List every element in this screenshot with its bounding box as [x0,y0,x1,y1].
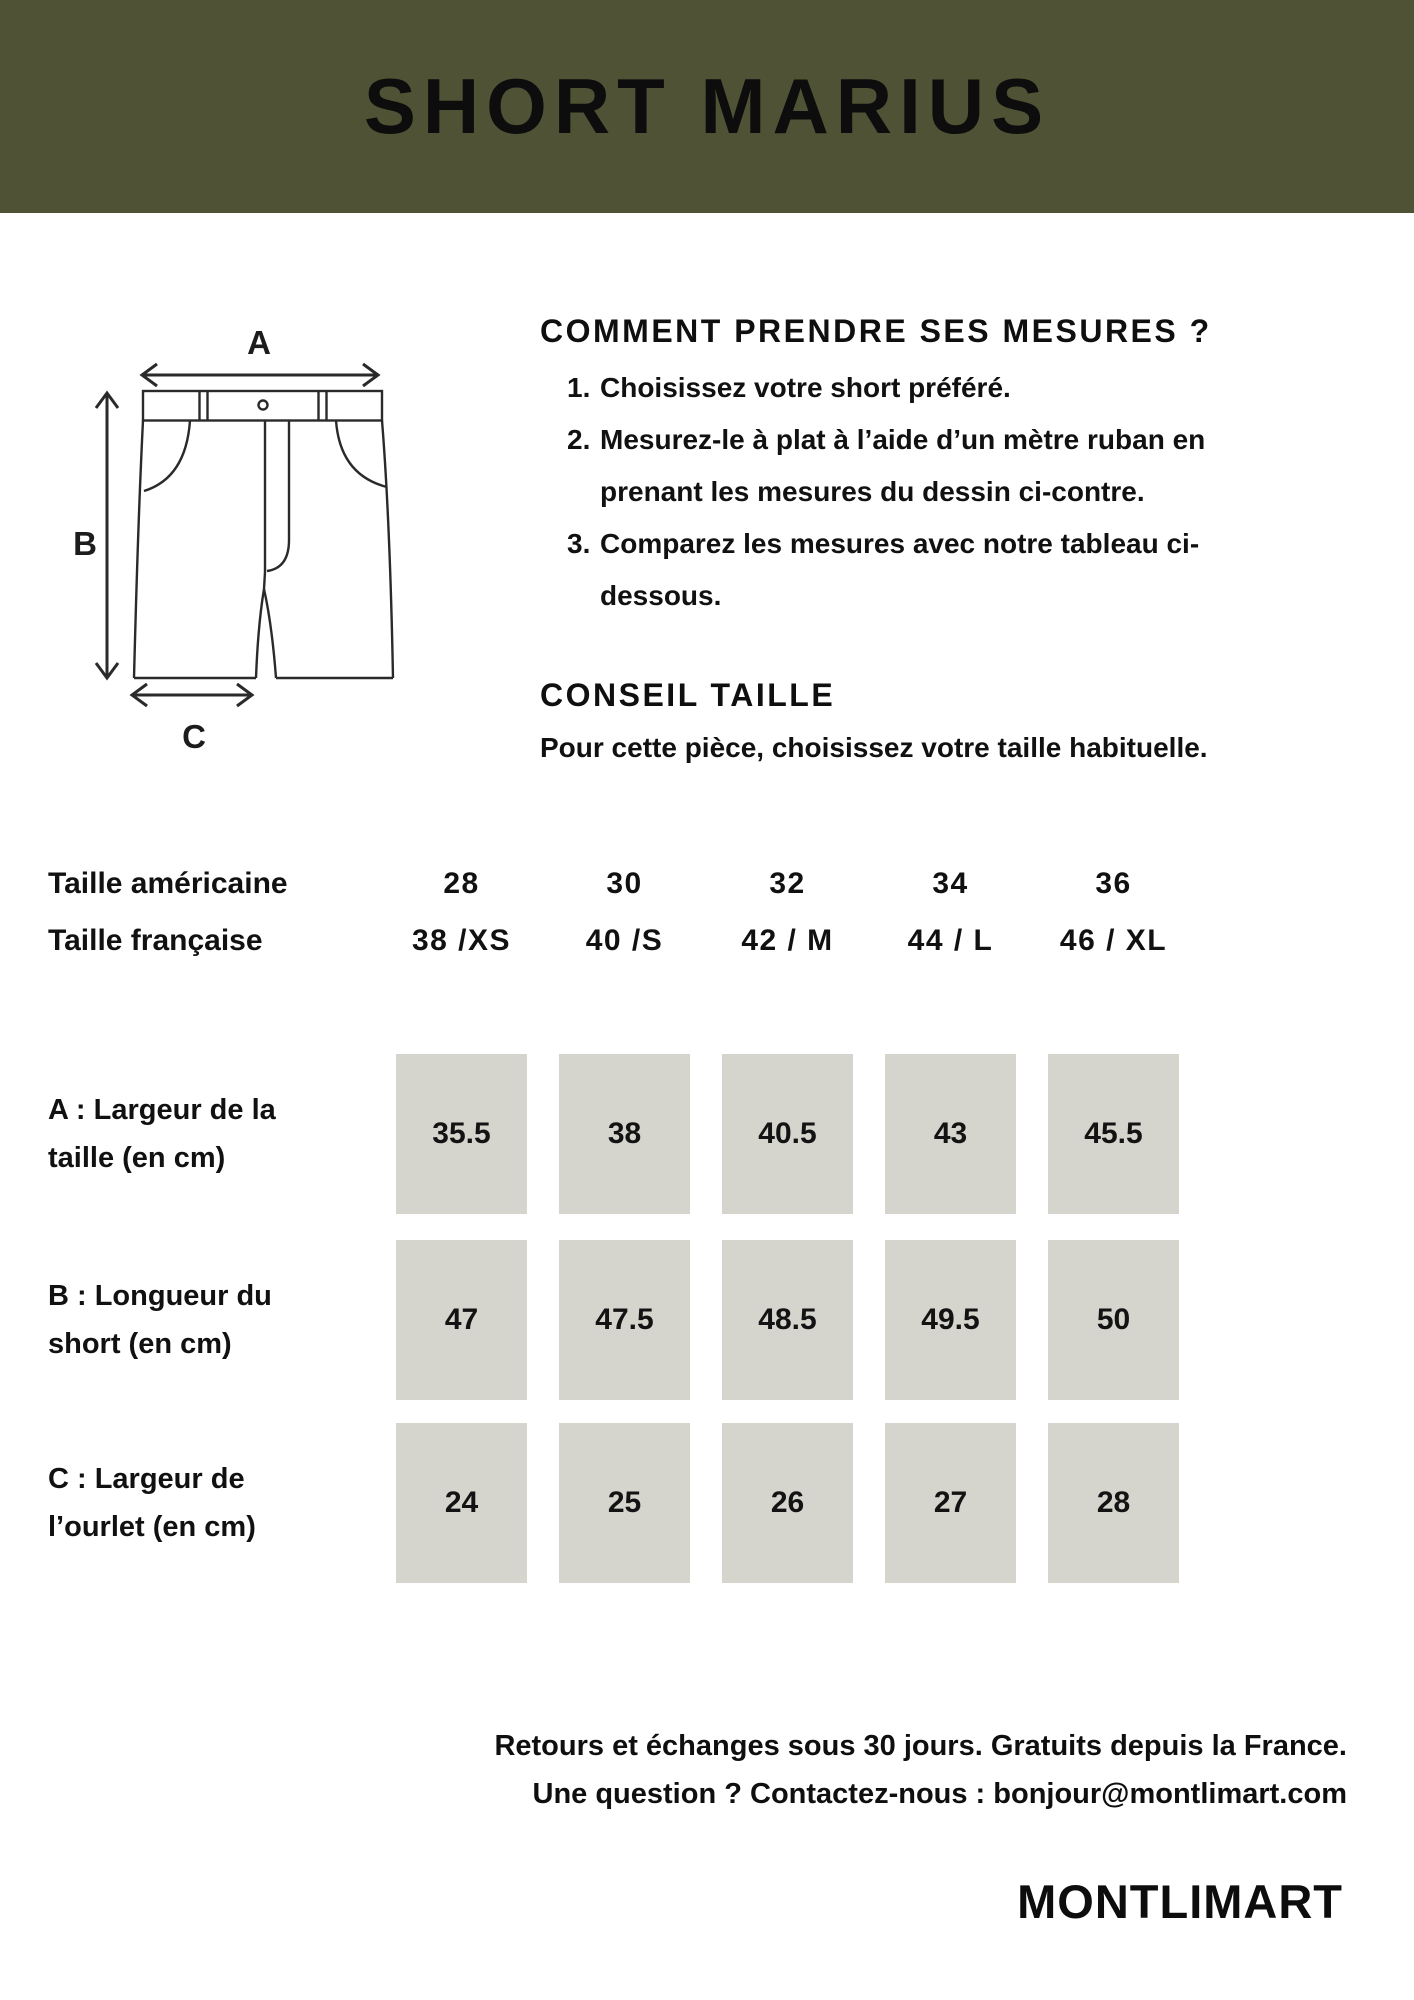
fr-size: 38 /XS [411,924,512,957]
advice-text: Pour cette pièce, choisissez votre taille habituelle. [540,732,1208,763]
row-label: Taille américaine [48,867,288,900]
measure-cell: 28 [1048,1423,1179,1583]
row-label-line1: A : Largeur de la [48,1094,276,1126]
row-label [48,1455,364,1551]
us-size: 28 [443,867,480,900]
row-label-line1: C : Largeur de [48,1463,245,1495]
returns-text: Retours et échanges sous 30 jours. Gratuits depuis la France. [494,1730,1347,1762]
table-row-us-size [48,862,1179,906]
header-banner [0,0,1414,213]
row-label-line2: l’ourlet (en cm) [48,1511,256,1543]
step-text: Choisissez votre short préféré. [600,372,1011,403]
arrow-c [132,684,252,706]
step-number: 1. [567,372,591,403]
advice-heading: CONSEIL TAILLE [540,677,836,713]
step-1 [567,362,1320,414]
measure-cell: 24 [396,1423,527,1583]
button [259,401,268,410]
measure-cell: 47.5 [559,1240,690,1400]
brand-logo: MONTLIMART [1017,1875,1343,1928]
measure-cell: 38 [559,1054,690,1214]
shorts-diagram [60,320,420,760]
step-number: 2. [567,424,591,455]
contact-text: Une question ? Contactez-nous : bonjour@montlimart.com [532,1778,1347,1810]
footer-note [494,1722,1347,1818]
measure-cell: 50 [1048,1240,1179,1400]
step-text: Mesurez-le à plat à l’aide d’un mètre ruban en prenant les mesures du dessin ci-contre. [600,424,1206,507]
measuring-instructions [540,313,1320,622]
fr-size: 42 / M [741,924,834,957]
page-title: SHORT MARIUS [363,62,1051,150]
us-size: 30 [606,867,643,900]
row-label-line1: B : Longueur du [48,1280,272,1312]
step-2 [567,414,1320,518]
measure-cell: 47 [396,1240,527,1400]
diagram-label-c: C [182,718,206,755]
measure-cell: 40.5 [722,1054,853,1214]
measure-cell: 27 [885,1423,1016,1583]
step-number: 3. [567,528,591,559]
fr-size: 44 / L [907,924,994,957]
row-label [48,1272,364,1368]
measure-cell: 25 [559,1423,690,1583]
us-size: 36 [1095,867,1132,900]
row-label-line2: short (en cm) [48,1328,232,1360]
measure-cell: 45.5 [1048,1054,1179,1214]
size-advice [540,677,1360,768]
row-label [48,1086,364,1182]
step-text: Comparez les mesures avec notre tableau ci-dessous. [600,528,1200,611]
table-row-measure-b [48,1240,1179,1400]
arrow-a [142,364,378,386]
step-3 [567,518,1320,622]
diagram-label-b: B [73,525,97,562]
measure-cell: 26 [722,1423,853,1583]
measure-cell: 48.5 [722,1240,853,1400]
shorts-line-drawing [60,320,420,760]
measure-cell: 43 [885,1054,1016,1214]
diagram-label-a: A [247,324,271,361]
instructions-heading: COMMENT PRENDRE SES MESURES ? [540,313,1212,349]
us-size: 32 [769,867,806,900]
right-pocket [336,421,387,488]
left-pocket [144,421,190,492]
measure-cell: 49.5 [885,1240,1016,1400]
table-row-measure-c [48,1423,1179,1583]
measure-cell: 35.5 [396,1054,527,1214]
instructions-steps [540,362,1320,622]
waistband [143,391,382,421]
table-row-measure-a [48,1054,1179,1214]
shorts-outline [134,391,393,678]
arrow-b [96,393,118,678]
us-size: 34 [932,867,969,900]
row-label-line2: taille (en cm) [48,1142,226,1174]
table-row-fr-size [48,919,1179,963]
fr-size: 46 / XL [1059,924,1168,957]
row-label: Taille française [48,924,263,957]
fr-size: 40 /S [585,924,664,957]
